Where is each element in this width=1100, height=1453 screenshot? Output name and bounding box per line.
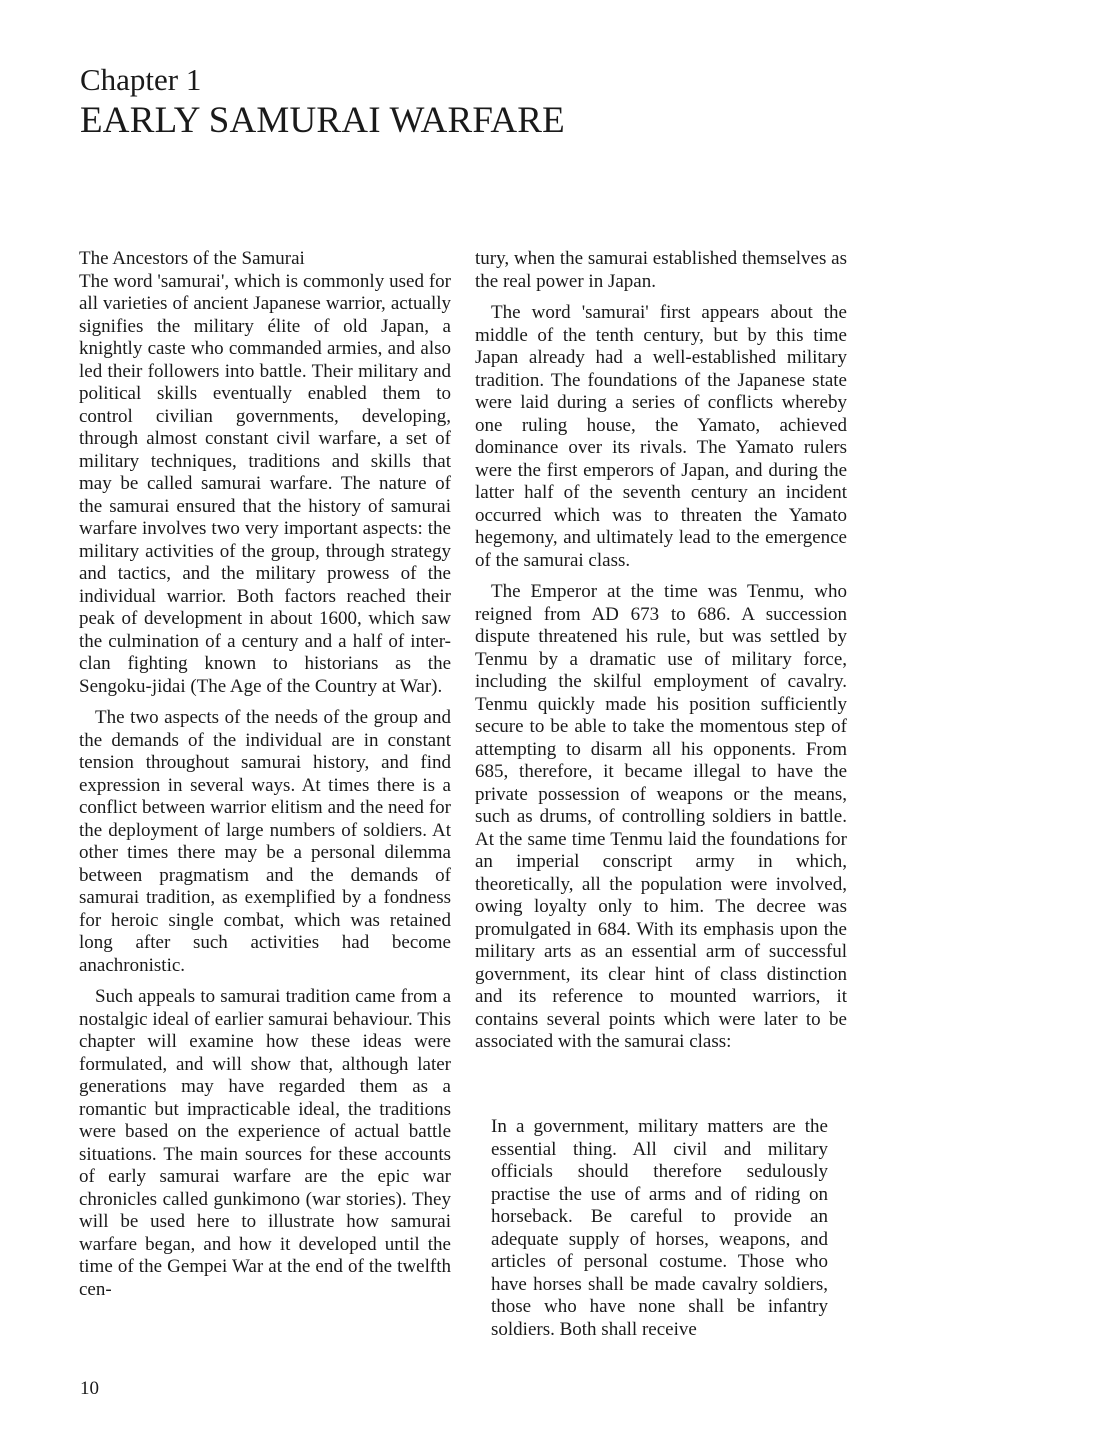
paragraph: The word 'samurai', which is commonly used for all varieties of ancient Japanese warrior, actually signifies the military élite of old Japan, a knightly caste who commanded armies, and also led their followers into battle. Their military and political skills eventually enabled them to control civilian governments, developing, through almost constant civil warfare, a set of military techniques, traditions and skills that may be called samurai warfare. The nature of the samurai ensured that the history of samurai warfare involves two very important aspects: the military activities of the group, through strategy and tactics, and the military prowess of the individual warrior. Both factors reached their peak of development in about 1600, which saw the culmination of a century and a half of inter-clan fighting known to historians as the Sengoku-jidai (The Age of the Country at War). (79, 270, 451, 697)
paragraph: Such appeals to samurai tradition came from a nostalgic ideal of earlier samurai behaviour. This chapter will examine how these ideas were formulated, and will show that, although later generations may have regarded them as a romantic but impracticable ideal, the traditions were based on the experience of actual battle situations. The main sources for these accounts of early samurai warfare are the epic war chronicles called gunkimono (war stories). They will be used here to illustrate how samurai warfare began, and how it developed until the time of the Gempei War at the end of the twelfth cen- (79, 986, 451, 1300)
right-column (475, 248, 847, 1063)
block-quote: In a government, military matters are the essential thing. All civil and military officials should therefore sedulously practise the use of arms and of riding on horseback. Be careful to provide an adequate supply of horses, weapons, and articles of personal costume. Those who have horses shall be made cavalry soldiers, those who have none shall be infantry soldiers. Both shall receive (491, 1116, 828, 1340)
left-column (79, 248, 451, 1310)
paragraph: The word 'samurai' first appears about the middle of the tenth century, but by this time Japan already had a well-established military tradition. The foundations of the Japanese state were laid during a series of conflicts whereby one ruling house, the Yamato, achieved dominance over its rivals. The Yamato rulers were the first emperors of Japan, and during the latter half of the seventh century an incident occurred which was to threaten the Yamato hegemony, and ultimately lead to the emergence of the samurai class. (475, 302, 847, 571)
paragraph: The Emperor at the time was Tenmu, who reigned from AD 673 to 686. A succession dispute threatened his rule, but was settled by Tenmu by a dramatic use of military force, including the skilful employment of cavalry. Tenmu quickly made his position sufficiently secure to be able to take the momentous step of attempting to disarm all his opponents. From 685, therefore, it became illegal to have the private possession of weapons or the means, such as drums, of controlling soldiers in battle. At the same time Tenmu laid the foundations for an imperial conscript army in which, theoretically, all the population were involved, owing loyalty only to him. The decree was promulgated in 684. With its emphasis upon the military arts as an essential arm of successful government, its clear hint of class distinction and its reference to mounted warriors, it contains several points which were later to be associated with the samurai class: (475, 581, 847, 1052)
chapter-number: Chapter 1 (80, 62, 202, 97)
paragraph: The two aspects of the needs of the group and the demands of the individual are in constant tension throughout samurai history, and find expression in several ways. At times there is a conflict between warrior elitism and the need for the deployment of large numbers of soldiers. At other times there may be a personal dilemma between pragmatism and the demands of samurai tradition, as exemplified by a fondness for heroic single combat, which was retained long after such activities had become anachronistic. (79, 707, 451, 976)
paragraph: tury, when the samurai established themselves as the real power in Japan. (475, 248, 847, 292)
section-heading: The Ancestors of the Samurai (79, 248, 305, 269)
chapter-title: EARLY SAMURAI WARFARE (80, 100, 565, 141)
page-number: 10 (80, 1378, 99, 1399)
